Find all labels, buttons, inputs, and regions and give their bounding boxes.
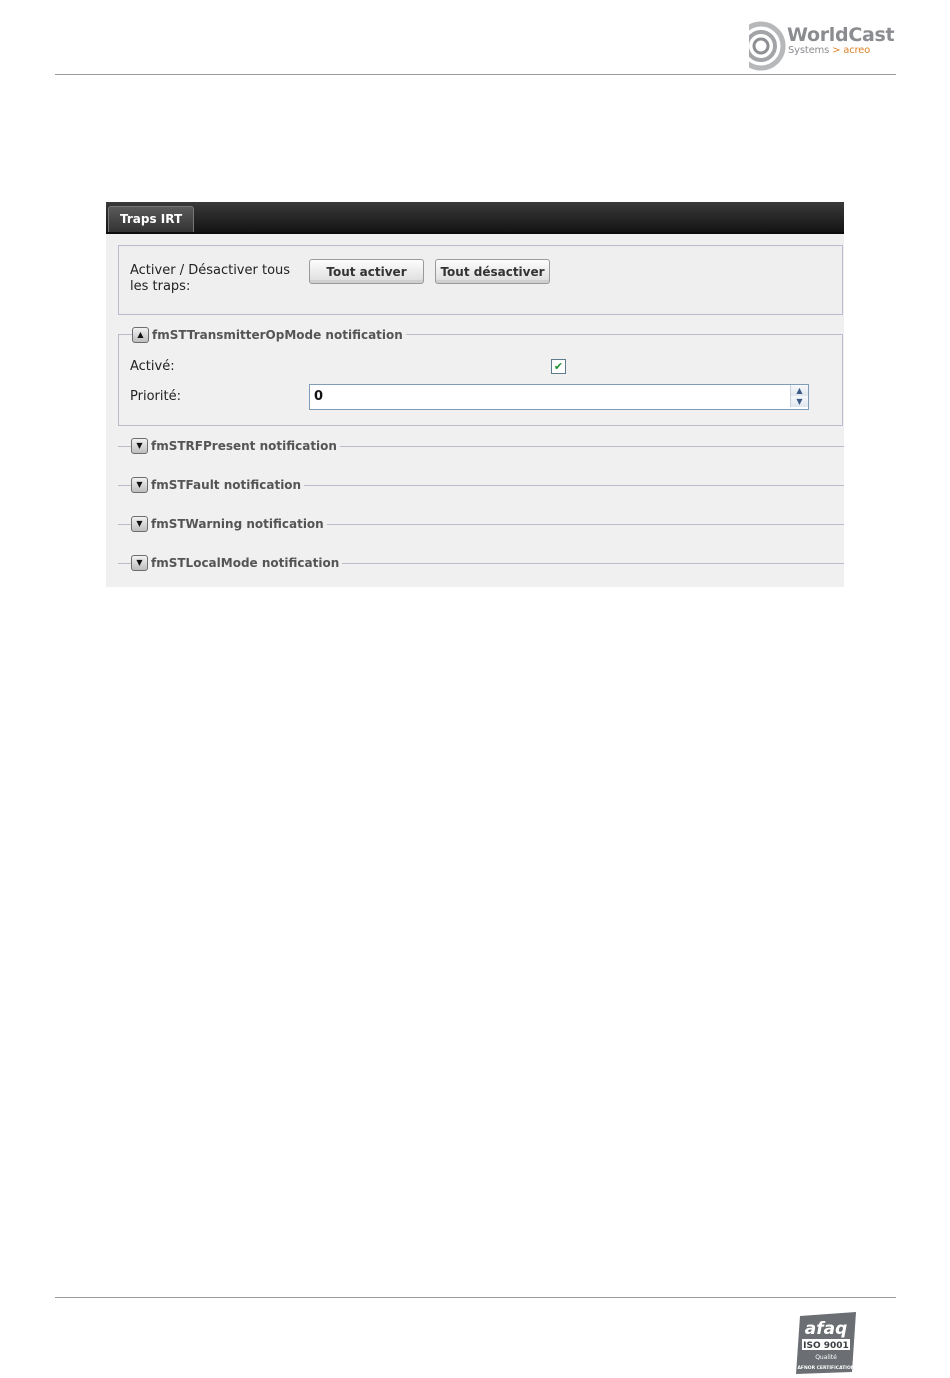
tab-bar [106, 202, 844, 234]
spin-down-icon[interactable]: ▼ [790, 396, 808, 407]
expand-toggle-icon[interactable]: ▼ [131, 477, 148, 493]
collapse-toggle-icon[interactable]: ▲ [132, 327, 149, 343]
section-header [132, 326, 406, 344]
svg-text:afaq: afaq [804, 1319, 848, 1339]
section-header [131, 515, 327, 533]
brand-name: WorldCast [787, 24, 895, 46]
section-transmitter-opmode [118, 328, 843, 426]
priority-input[interactable] [310, 385, 788, 407]
priority-label: Priorité: [130, 389, 181, 404]
expand-toggle-icon[interactable]: ▼ [131, 555, 148, 571]
tab-traps-irt[interactable]: Traps IRT [108, 206, 194, 232]
traps-panel [106, 202, 844, 587]
section-local-mode [118, 556, 844, 570]
bulk-toggle-label: Activer / Désactiver tous les traps: [130, 263, 291, 294]
expand-toggle-icon[interactable]: ▼ [131, 438, 148, 454]
worldcast-logo [737, 20, 902, 72]
checkmark-icon: ✔ [553, 360, 564, 373]
svg-text:AFNOR CERTIFICATION: AFNOR CERTIFICATION [797, 1366, 855, 1371]
spin-up-icon[interactable]: ▲ [790, 385, 808, 396]
svg-text:Qualité: Qualité [815, 1354, 837, 1361]
spinner-buttons [790, 385, 808, 409]
priority-spinner [309, 384, 809, 410]
section-fault [118, 478, 844, 492]
brand-subtitle [788, 45, 870, 56]
section-title: fmSTTransmitterOpMode notification [152, 328, 403, 342]
footer-rule [55, 1297, 896, 1298]
svg-text:ISO 9001: ISO 9001 [803, 1341, 849, 1351]
section-title: fmSTFault notification [151, 478, 302, 492]
section-title: fmSTWarning notification [151, 517, 324, 531]
active-checkbox[interactable] [551, 359, 566, 374]
brand-sub-left: Systems [788, 45, 830, 56]
section-header [131, 476, 304, 494]
expand-toggle-icon[interactable]: ▼ [131, 516, 148, 532]
section-header [131, 437, 340, 455]
active-label: Activé: [130, 359, 175, 374]
section-title: fmSTRFPresent notification [151, 439, 337, 453]
disable-all-button[interactable]: Tout désactiver [435, 259, 550, 284]
section-title: fmSTLocalMode notification [151, 556, 340, 570]
bulk-toggle-group [118, 245, 843, 315]
afaq-iso-badge [794, 1312, 858, 1374]
section-header [131, 554, 342, 572]
section-rf-present [118, 439, 844, 453]
section-warning [118, 517, 844, 531]
signal-waves-icon [737, 20, 787, 72]
brand-sub-separator: > [832, 45, 841, 56]
enable-all-button[interactable]: Tout activer [309, 259, 424, 284]
brand-sub-right: acreo [843, 45, 871, 56]
header-rule [55, 74, 896, 75]
